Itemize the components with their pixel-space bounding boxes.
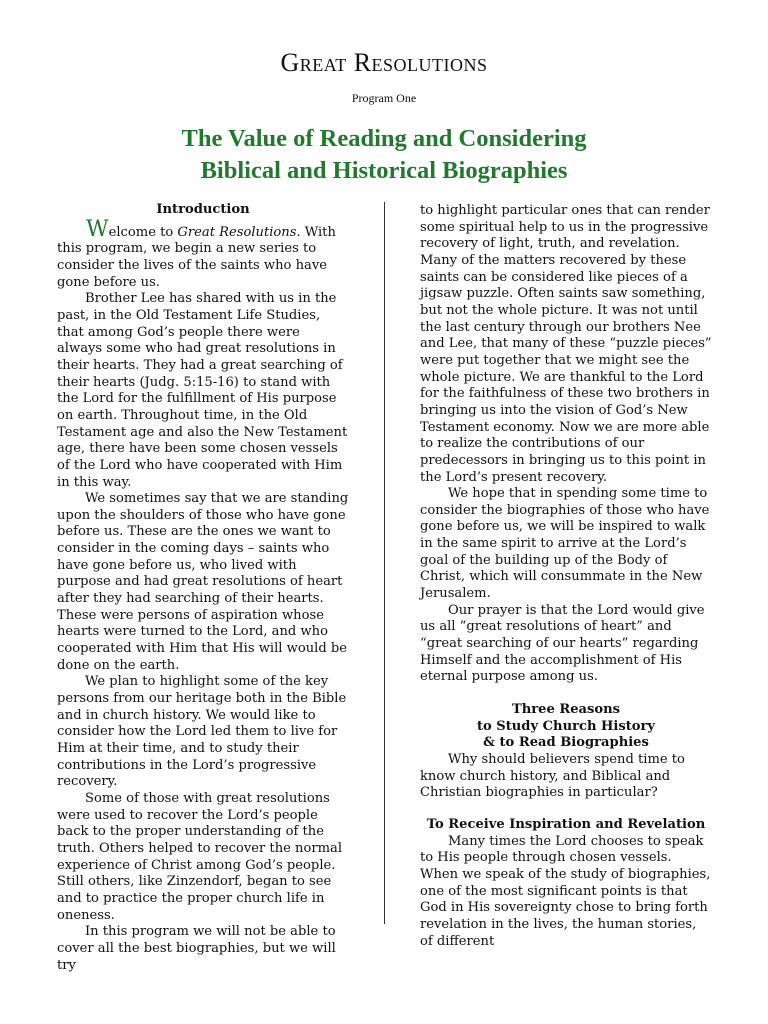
- introduction-heading: Introduction: [156, 202, 250, 217]
- inspiration-subheading: To Receive Inspiration and Revelation: [426, 816, 706, 832]
- intro-paragraph-1-rest: . With this program, we begin a new series to consider the lives of the saints who have gone before us.: [57, 224, 336, 290]
- column-divider: [384, 202, 385, 924]
- article-title-line-1: The Value of Reading and Considering: [181, 125, 587, 152]
- intro-paragraph-2: Brother Lee has shared with us in the past, in the Old Testament Life Studies, that among God’s people there were always some who had great resolutions in their hearts. They had a great searching of their hearts (Judg. 5:15-16) to stand with the Lord for the fulfillment of His purpose on earth. Throughout time, in the Old Testament age and also the New Testament age, there have been some chosen vessels of the Lord who have cooperated with Him in this way.: [57, 291, 348, 490]
- three-reasons-heading-line-3: & to Read Biographies: [483, 735, 649, 751]
- intro-paragraph-8: Our prayer is that the Lord would give us all “great resolutions of heart” and “great searching of our hearts” regarding Himself and the accomplishment of His eternal purpose among us.: [420, 602, 705, 685]
- intro-paragraph-6: In this program we will not be able to cover all the best biographies, but we will try: [57, 924, 336, 973]
- program-name-italic: Great Resolutions: [177, 224, 297, 240]
- three-reasons-heading: [420, 702, 712, 752]
- right-column: [420, 203, 712, 950]
- drop-cap: W: [86, 216, 109, 242]
- left-column: [57, 202, 349, 974]
- three-reasons-heading-line-2: to Study Church History: [476, 718, 656, 734]
- article-title-line-2: Biblical and Historical Biographies: [200, 157, 568, 184]
- program-label: Program One: [351, 91, 417, 105]
- intro-paragraph-1: [57, 216, 349, 292]
- intro-paragraph-4: We plan to highlight some of the key persons from our heritage both in the Bible and in church history. We would like to consider how the Lord led them to live for Him at their time, and to study their contributions in the Lord’s progressive recovery.: [57, 674, 347, 790]
- reasons-paragraph-1: Why should believers spend time to know church history, and Biblical and Christian biographies in particular?: [420, 752, 685, 801]
- three-reasons-heading-line-1: Three Reasons: [511, 702, 621, 718]
- intro-paragraph-3: We sometimes say that we are standing upon the shoulders of those who have gone before us. These are the ones we want to consider in the coming days – saints who have gone before us, who lived with purpose and had great resolutions of heart after they had searching of their hearts. These were persons of aspiration whose hearts were turned to the Lord, and who cooperated with Him that His will would be done on the earth.: [57, 491, 349, 673]
- intro-paragraph-6-continued: to highlight particular ones that can render some spiritual help to us in the progressive recovery of light, truth, and revelation. Many of the matters recovered by these saints can be considered like pieces of a jigsaw puzzle. Often saints saw something, but not the whole picture. It was not until the last century through our brothers Nee and Lee, that many of these “puzzle pieces” were put together that we might see the whole picture. We are thankful to the Lord for the faithfulness of these two brothers in bringing us into the vision of God’s New Testament economy. Now we are more able to realize the contributions of our predecessors in bringing us to this point in the Lord’s present recovery.: [420, 203, 712, 485]
- article-title: [0, 123, 768, 187]
- intro-paragraph-1-start: elcome to: [108, 224, 178, 240]
- series-title: Great Resolutions: [280, 48, 488, 77]
- intro-paragraph-5: Some of those with great resolutions were used to recover the Lord’s people back to the proper understanding of the truth. Others helped to recover the normal experience of Christ among God’s people. Still others, like Zinzendorf, began to see and to practice the proper church life in oneness.: [57, 790, 343, 923]
- intro-paragraph-7: We hope that in spending some time to consider the biographies of those who have gone before us, we will be inspired to walk in the same spirit to arrive at the Lord’s goal of the building up of the Body of Christ, which will consummate in the New Jerusalem.: [420, 486, 710, 602]
- reasons-paragraph-2: Many times the Lord chooses to speak to His people through chosen vessels. When we speak of the study of biographies, one of the most significant points is that God in His sovereignty chose to bring forth revelation in the lives, the human stories, of different: [420, 833, 711, 949]
